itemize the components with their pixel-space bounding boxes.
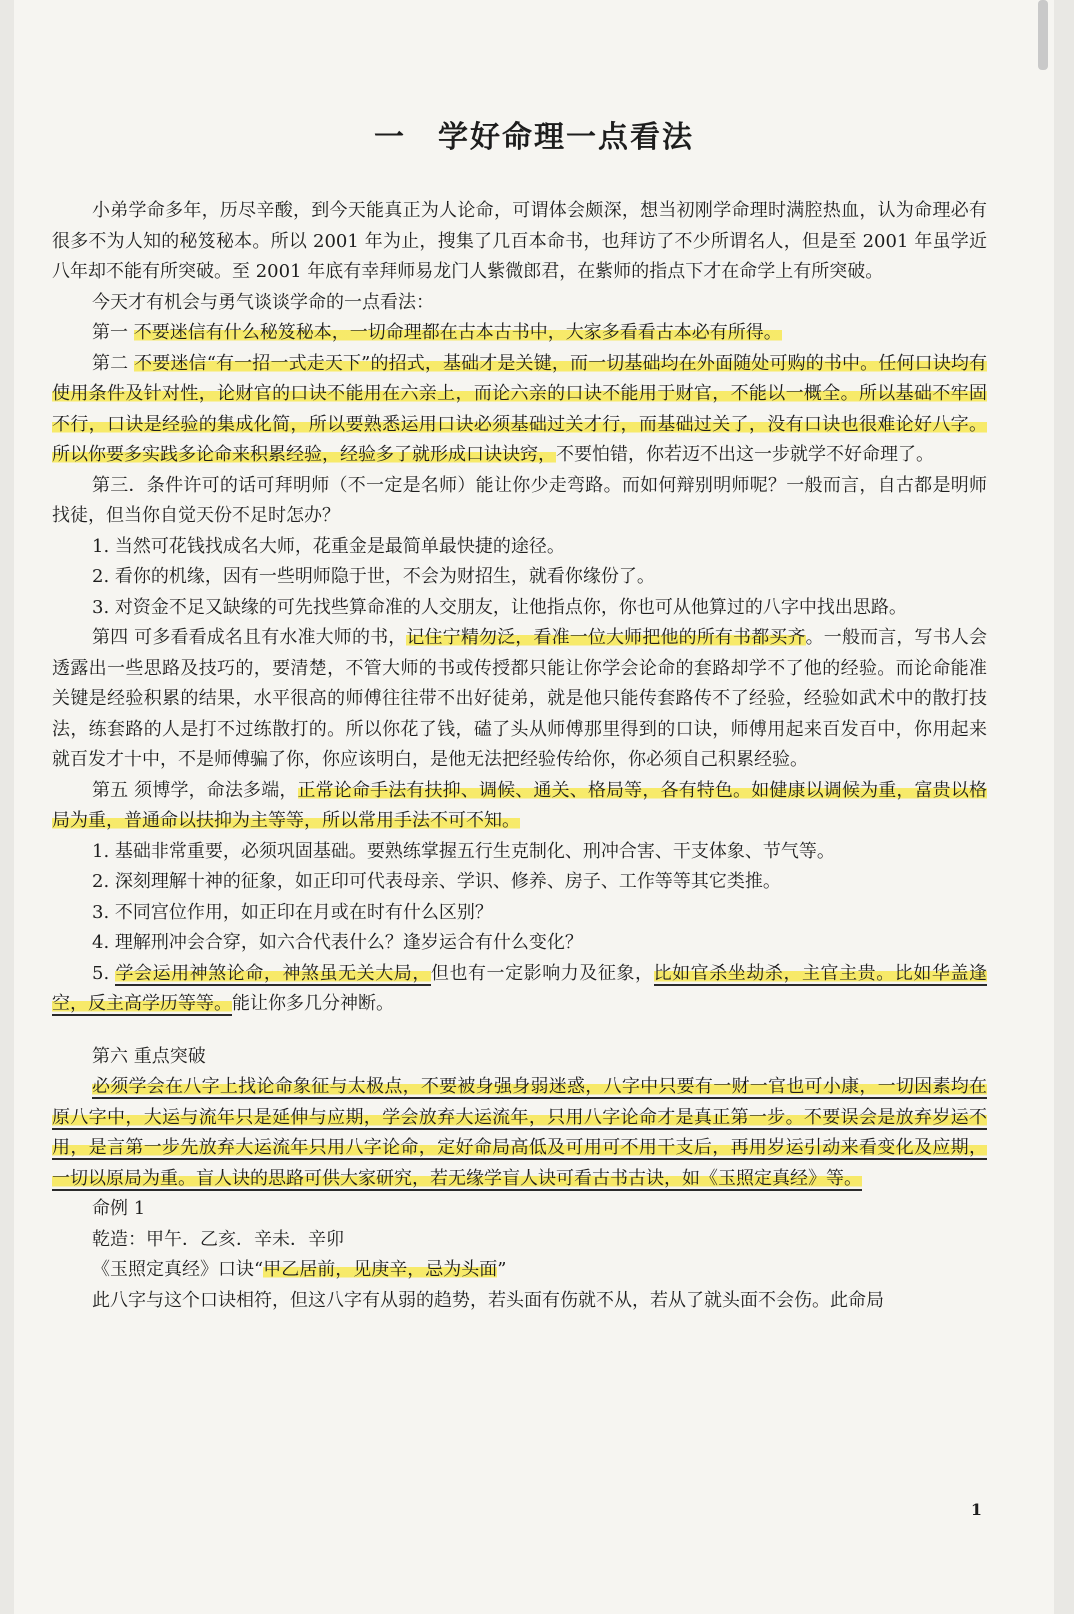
list-item: 2. 深刻理解十神的征象，如正印可代表母亲、学识、修养、房子、工作等等其它类推。 — [92, 871, 781, 892]
highlighted-text: 正常论命手法有扶抑、调候、通关、格局等，各有特色。如健康以调候为重，富贵以格局为重，普通命以扶抑为主等等，所以常用手法不可不知。 — [52, 779, 987, 831]
plain-text: 不要怕错，你若迈不出这一步就学不好命理了。 — [556, 444, 934, 465]
list-item: 1. 基础非常重要，必须巩固基础。要熟练掌握五行生克制化、刑冲合害、干支体象、节气等。 — [92, 840, 835, 862]
highlighted-text: 不要迷信有什么秘笈秘本，一切命理都在古本古书中，大家多看看古本必有所得。 — [133, 322, 782, 343]
point-6 — [52, 1072, 987, 1194]
plain-text: 第四 可多看看成名且有水准大师的书， — [92, 627, 407, 648]
document-body — [52, 196, 987, 1316]
example-text: 此八字与这个口诀相符，但这八字有从弱的趋势，若头面有伤就不从，若从了就头面不会伤。此命局 — [92, 1289, 884, 1311]
scrollbar[interactable] — [1038, 0, 1048, 70]
plain-text: 但也有一定影响力及征象， — [430, 962, 654, 984]
example-koujue — [52, 1255, 987, 1286]
plain-text: 《玉照定真经》口诀“ — [92, 1259, 264, 1280]
point-1 — [52, 318, 987, 349]
plain-text: 能让你多几分神断。 — [232, 993, 394, 1014]
example-qianzao: 乾造：甲午．乙亥．辛未．辛卯 — [92, 1228, 344, 1250]
list-item: 3. 对资金不足又缺缘的可先找些算命准的人交朋友，让他指点你，你也可从他算过的八字中找出思路。 — [92, 596, 907, 618]
point-3: 第三．条件许可的话可拜明师（不一定是名师）能让你少走弯路。而如何辩别明师呢？一般而言，自古都是明师找徒，但当你自觉天份不足时怎办？ — [52, 474, 987, 526]
point-5 — [52, 776, 987, 837]
highlighted-text: 记住宁精勿泛，看准一位大师把他的所有书都买齐 — [406, 627, 806, 648]
list-item: 1. 当然可花钱找成名大师，花重金是最简单最快捷的途径。 — [92, 535, 565, 557]
intro-paragraph: 今天才有机会与勇气谈谈学命的一点看法： — [92, 291, 434, 313]
intro-paragraph: 小弟学命多年，历尽辛酸，到今天能真正为人论命，可谓体会颇深，想当初刚学命理时满腔热血，认为命理必有很多不为人知的秘笈秘本。所以 2001 年为止，搜集了几百本命书，也拜访了不少所谓名人，但是至 2001 年虽学近八年却不能有所突破。至 2001 年底有幸拜师易龙门人紫微郎君，在紫师的指点下才在命学上有所突破。 — [52, 200, 987, 282]
point-4 — [52, 623, 987, 776]
point-label: 第二 — [92, 352, 135, 374]
highlighted-text: 必须学会在八字上找论命象征与太极点，不要被身强身弱迷惑，八字中只要有一财一官也可小康，一切因素均在原八字中，大运与流年只是延伸与应期，学会放弃大运流年，只用八字论命才是真正第一步。不要误会是放弃岁运不用，是言第一步先放弃大运流年只用八字论命，定好命局高低及可用可不用干支后，再用岁运引动来看变化及应期，一切以原局为重。盲人诀的思路可供大家研究，若无缘学盲人诀可看古书古诀，如《玉照定真经》等。 — [52, 1076, 987, 1189]
point-label: 第一 — [92, 322, 134, 343]
document-page — [14, 0, 1054, 1614]
list-item: 3. 不同宫位作用，如正印在月或在时有什么区别？ — [92, 901, 493, 923]
example-label: 命例 1 — [92, 1198, 146, 1219]
highlighted-text: 不要迷信“有一招一式走天下”的招式，基础才是关键，而一切基础均在外面随处可购的书中。任何口诀均有使用条件及针对性，论财官的口诀不能用在六亲上，而论六亲的口诀不能用于财官，不能以一概全。所以基础不牢固不行，口诀是经验的集成化简，所以要熟悉运用口诀必须基础过关才行，而基础过关了，没有口诀也很难论好八字。所以你要多实践多论命来积累经验，经验多了就形成口诀诀窍， — [52, 352, 987, 465]
list-item: 4. 理解刑冲会合穿，如六合代表什么？逢岁运合有什么变化？ — [92, 932, 583, 953]
plain-text: 5. — [92, 962, 116, 984]
highlighted-text: 学会运用神煞论命，神煞虽无关大局， — [115, 962, 431, 984]
list-item — [52, 959, 987, 1020]
point-6-heading: 第六 重点突破 — [92, 1045, 206, 1067]
page-title: 一 学好命理一点看法 — [374, 120, 694, 155]
plain-text: 。一般而言，写书人会透露出一些思路及技巧的，要清楚，不管大师的书或传授都只能让你学会论命的套路却学不了他的经验。而论命能准关键是经验积累的结果，水平很高的师傅往往带不出好徒弟，就是他只能传套路传不了经验，经验如武术中的散打技法，练套路的人是打不过练散打的。所以你花了钱，磕了头从师傅那里得到的口诀，师傅用起来百发百中，你用起来就百发才十中，不是师傅骗了你，你应该明白，是他无法把经验传给你，你必须自己积累经验。 — [52, 627, 987, 770]
plain-text: ” — [497, 1259, 507, 1280]
list-item: 2. 看你的机缘，因有一些明师隐于世，不会为财招生，就看你缘份了。 — [92, 566, 655, 587]
page-number: 1 — [970, 1500, 982, 1519]
highlighted-text: 比如官杀坐劫杀，主官主贵。比如华盖逢空，反主高学历等等。 — [52, 962, 987, 1014]
plain-text: 第五 须博学，命法多端， — [92, 779, 298, 801]
highlighted-text: 甲乙居前，见庚辛，忌为头面 — [263, 1259, 498, 1280]
point-2 — [52, 349, 987, 471]
